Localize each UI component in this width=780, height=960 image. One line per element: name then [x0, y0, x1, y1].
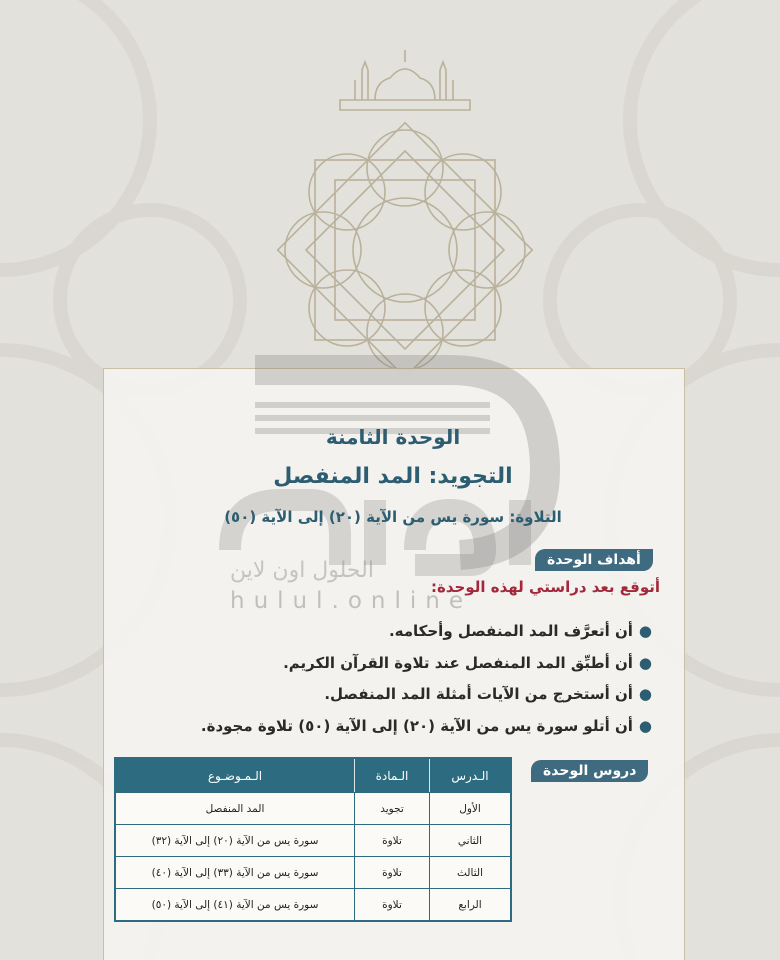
- bullet-icon: ●: [638, 653, 652, 672]
- topic-cell: سورة يس من الآية (٤١) إلى الآية (٥٠): [116, 888, 354, 920]
- subject-cell: تلاوة: [354, 888, 429, 920]
- topic-cell: المد المنفصل: [116, 792, 354, 824]
- list-item: ●أن أتلو سورة يس من الآية (٢٠) إلى الآية (٥٠) تلاوة مجودة.: [200, 716, 652, 735]
- header-subject: الـمادة: [354, 759, 429, 792]
- bullet-icon: ●: [638, 685, 652, 703]
- unit-subtitle: التجويد: المد المنفصل: [273, 464, 513, 489]
- list-item: ●أن أستخرج من الآيات أمثلة المد المنفصل.: [324, 685, 652, 703]
- lesson-cell: الأول: [429, 792, 510, 824]
- topic-cell: سورة يس من الآية (٣٣) إلى الآية (٤٠): [116, 856, 354, 888]
- lesson-cell: الرابع: [429, 888, 510, 920]
- header-topic: الـمـوضـوع: [116, 759, 354, 792]
- table-row: [116, 888, 510, 920]
- bullet-icon: ●: [638, 622, 652, 640]
- header-lesson: الـدرس: [429, 759, 510, 792]
- bullet-icon: ●: [638, 716, 652, 735]
- goals-tag: أهداف الوحدة: [535, 549, 653, 571]
- list-item: ●أن أتعرَّف المد المنفصل وأحكامه.: [388, 622, 652, 640]
- goals-intro: أتوقع بعد دراستي لهذه الوحدة:: [431, 578, 660, 596]
- lesson-cell: الثالث: [429, 856, 510, 888]
- lessons-tag: دروس الوحدة: [531, 760, 648, 782]
- table-row: [116, 792, 510, 824]
- subject-cell: تلاوة: [354, 824, 429, 856]
- subject-cell: تلاوة: [354, 856, 429, 888]
- goals-list: [92, 616, 652, 742]
- topic-cell: سورة يس من الآية (٢٠) إلى الآية (٣٢): [116, 824, 354, 856]
- table-row: [116, 856, 510, 888]
- lessons-table: [114, 757, 512, 922]
- recitation-line: التلاوة: سورة يس من الآية (٢٠) إلى الآية (٥٠): [224, 508, 562, 526]
- list-item: ●أن أطبِّق المد المنفصل عند تلاوة القرآن الكريم.: [283, 653, 652, 672]
- subject-cell: تجويد: [354, 792, 429, 824]
- table-row: [116, 824, 510, 856]
- watermark-arabic-text: الحلول اون لاين: [230, 558, 374, 583]
- lesson-cell: الثاني: [429, 824, 510, 856]
- mosque-ornament-icon: [240, 40, 570, 400]
- unit-title: الوحدة الثامنة: [325, 425, 461, 449]
- watermark-latin-text: hulul.online: [230, 588, 472, 614]
- table-header-row: [116, 759, 510, 792]
